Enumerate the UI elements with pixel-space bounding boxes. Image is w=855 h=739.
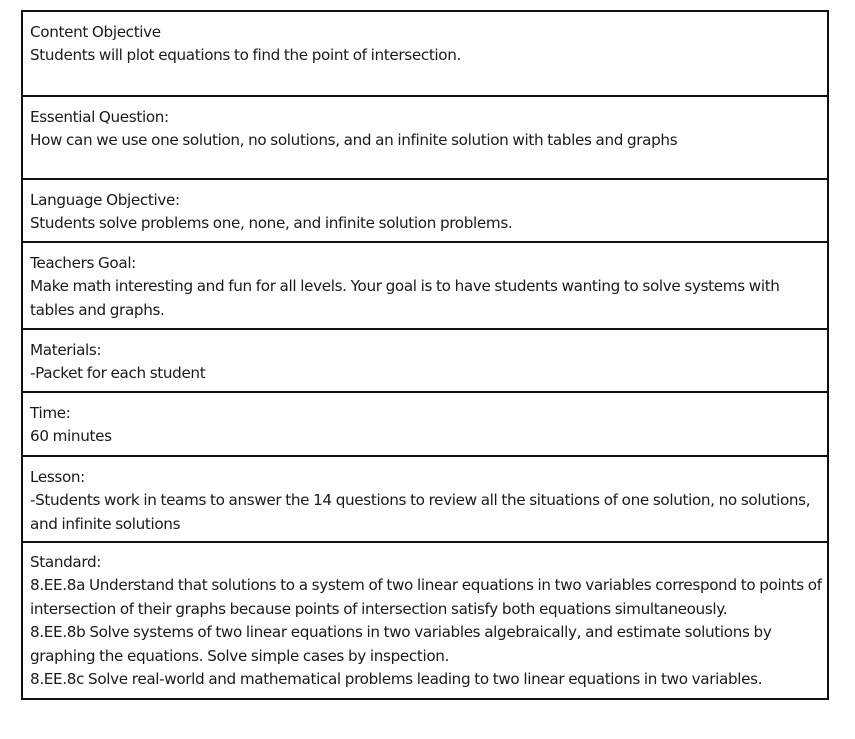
materials-row	[23, 328, 827, 391]
content-objective-text	[30, 44, 827, 67]
teachers-goal-heading: Teachers Goal:	[30, 254, 136, 272]
lesson-plan-table	[21, 10, 829, 700]
teachers-goal-row	[23, 241, 827, 328]
time-heading: Time:	[30, 404, 71, 422]
teachers-goal-text	[30, 275, 827, 322]
content-objective-line: Students will plot equations to find the point of intersection.	[30, 46, 461, 65]
teachers-goal-line: Make math interesting and fun for all levels. Your goal is to have students wanting to solve systems with	[30, 277, 780, 296]
standard-line: 8.EE.8b Solve systems of two linear equations in two variables algebraically, and estimate solutions by	[30, 623, 772, 642]
time-line: 60 minutes	[30, 427, 112, 446]
time-text	[30, 425, 827, 448]
lesson-row	[23, 455, 827, 541]
standard-line: 8.EE.8a Understand that solutions to a system of two linear equations in two variables correspond to points of	[30, 576, 822, 595]
essential-question-line: How can we use one solution, no solutions, and an infinite solution with tables and graphs	[30, 131, 678, 150]
lesson-line: and infinite solutions	[30, 514, 181, 533]
language-objective-row	[23, 178, 827, 241]
materials-text	[30, 362, 827, 385]
standard-row	[23, 541, 827, 698]
materials-heading: Materials:	[30, 341, 102, 359]
lesson-line: -Students work in teams to answer the 14 questions to review all the situations of one solution, no solutions,	[30, 491, 811, 510]
standard-line: 8.EE.8c Solve real-world and mathematical problems leading to two linear equations in two variables.	[30, 670, 763, 689]
language-objective-heading: Language Objective:	[30, 191, 180, 209]
standard-heading: Standard:	[30, 553, 102, 571]
essential-question-text	[30, 129, 827, 152]
content-objective-heading: Content Objective	[30, 23, 161, 41]
content-objective-row	[23, 12, 827, 95]
language-objective-line: Students solve problems one, none, and infinite solution problems.	[30, 214, 513, 233]
language-objective-text	[30, 212, 827, 235]
essential-question-heading: Essential Question:	[30, 108, 169, 126]
lesson-heading: Lesson:	[30, 468, 85, 486]
standard-line: graphing the equations. Solve simple cases by inspection.	[30, 646, 450, 665]
standard-line: intersection of their graphs because points of intersection satisfy both equations simultaneously.	[30, 599, 728, 618]
lesson-text	[30, 489, 827, 536]
standard-text	[30, 574, 827, 691]
teachers-goal-line: tables and graphs.	[30, 300, 165, 319]
materials-line: -Packet for each student	[30, 364, 206, 383]
time-row	[23, 391, 827, 455]
essential-question-row	[23, 95, 827, 178]
